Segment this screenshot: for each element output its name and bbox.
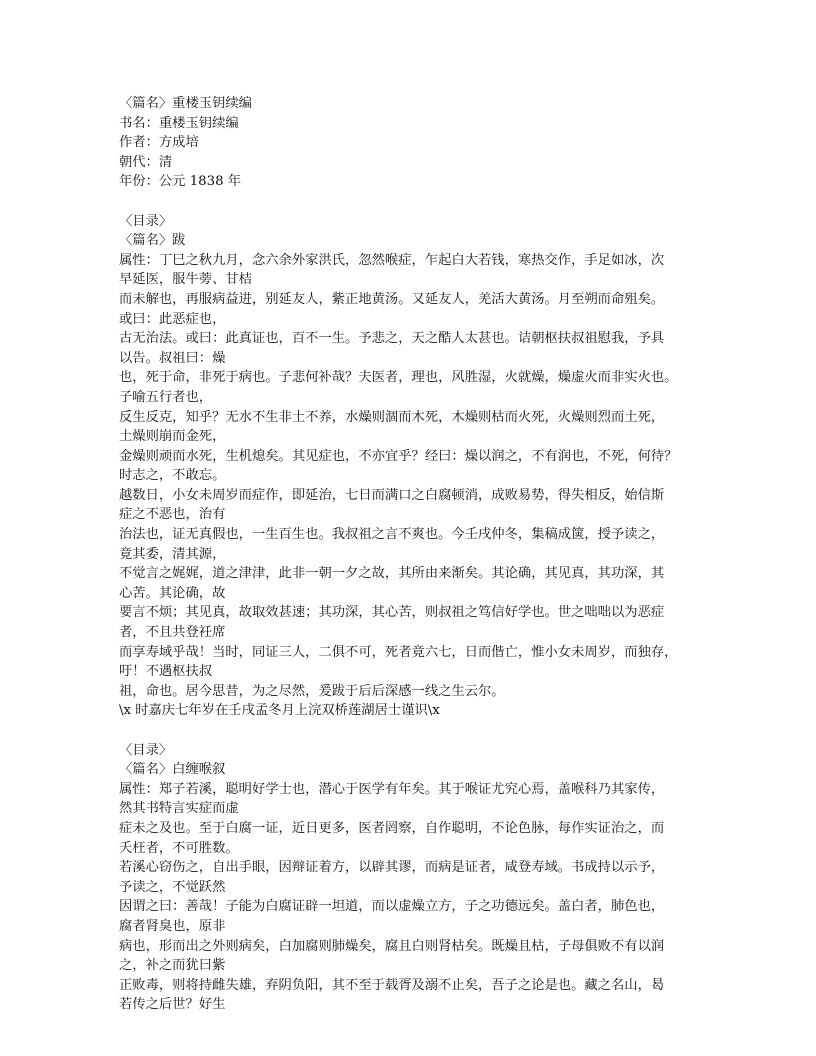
spacer (119, 721, 699, 741)
text-line: 而享寿域乎哉！当时，同证三人，二俱不可，死者竟六七，日而偕亡，惟小女未周岁，而独存， (119, 644, 678, 660)
text-line: 症之不恶也，治有 (119, 507, 226, 523)
text-line: 属性：丁巳之秋九月，念六余外家洪氏，忽然喉症，乍起白大若钱，寒热交作，手足如冰，次 (119, 252, 665, 268)
text-line: 夭枉者，不可胜数。 (119, 840, 239, 856)
text-line: 也，死于命，非死于病也。子悲何补哉？夫医者，理也，风胜湿，火就燥，燥虚火而非实火也。 (119, 370, 678, 386)
text-line: 正败毒，则将持雌失雄，弃阴负阳，其不至于载胥及溺不止矣，吾子之论是也。藏之名山，曷 (119, 977, 665, 993)
section-title: 〈篇名〉白缠喉叙 (119, 762, 226, 778)
section-title: 〈篇名〉跋 (119, 233, 186, 249)
text-line: 者，不且共登衽席 (119, 625, 226, 641)
document-page (119, 94, 699, 1015)
dynasty: 朝代：清 (119, 154, 173, 170)
text-line: 若传之后世？好生 (119, 997, 226, 1013)
text-line: 金燥则顽而水死，生机熄矣。其见症也，不亦宜乎？经曰：燥以润之，不有润也，不死，何待？ (119, 448, 678, 464)
text-line: 腐者肾臭也，原非 (119, 918, 226, 934)
text-line: 竟其委，清其源， (119, 546, 226, 562)
text-line: 不觉言之娓娓，道之津津，此非一朝一夕之故，其所由来渐矣。其论确，其见真，其功深，其 (119, 566, 665, 582)
text-line: 祖，命也。居今思昔，为之尽然，爰跋于后后深感一线之生云尔。 (119, 683, 505, 699)
toc-label: 〈目录〉 (119, 742, 173, 758)
text-line: 因谓之曰：善哉！子能为白腐证辟一坦道，而以虚燥立方，子之功德远矣。盖白者，肺色也， (119, 899, 665, 915)
text-line: 时志之，不敢忘。 (119, 468, 226, 484)
text-line: 症未之及也。至于白腐一证，近日更多，医者罔察，自作聪明，不论色脉，每作实证治之，而 (119, 820, 665, 836)
text-line: 子喻五行者也， (119, 389, 213, 405)
text-line: 属性：郑子若溪，聪明好学士也，潜心于医学有年矣。其于喉证尤究心焉，盖喉科乃其家传， (119, 781, 665, 797)
text-line: 反生反克，知乎？无水不生非土不养，水燥则涸而木死，木燥则枯而火死，火燥则烈而土死， (119, 409, 665, 425)
text-line: 吁！不遇枢扶叔 (119, 664, 213, 680)
toc-label: 〈目录〉 (119, 213, 173, 229)
book-name: 书名：重楼玉钥续编 (119, 115, 239, 131)
text-line: 早延医，服牛蒡、甘桔 (119, 272, 252, 288)
section-body (119, 251, 699, 721)
text-line: 治法也，证无真假也，一生百生也。我叔祖之言不爽也。今壬戌仲冬，集稿成箧，授予读之， (119, 527, 665, 543)
text-line: 心苦。其论确，故 (119, 585, 226, 601)
text-line: 之，补之而犹曰紫 (119, 958, 226, 974)
text-line: 病也，形而出之外则病矣，白加腐则肺燥矣，腐且白则肾枯矣。既燥且枯，子母俱败不有以润 (119, 938, 665, 954)
year: 年份：公元 1838 年 (119, 174, 242, 190)
text-line: 要言不烦；其见真，故取效甚速；其功深，其心苦，则叔祖之笃信好学也。世之咄咄以为恶症 (119, 605, 665, 621)
text-line: 若溪心窃伤之，自出手眼，因辩证着方，以辟其谬，而病是证者，咸登寿域。书成持以示予， (119, 860, 665, 876)
text-line: 越数日，小女未周岁而症作，即延治，七日而满口之白腐顿消，成败易势，得失相反，始信斯 (119, 487, 665, 503)
spacer (119, 192, 699, 212)
author: 作者：方成培 (119, 135, 199, 151)
text-line: 古无治法。或曰：此真证也，百不一生。予悲之，天之酷人太甚也。诘朝枢扶叔祖慰我，予具 (119, 331, 665, 347)
text-line: 以告。叔祖曰：燥 (119, 350, 226, 366)
section-body (119, 780, 699, 1015)
text-line: 土燥则崩而金死， (119, 429, 226, 445)
text-line: 予读之，不觉跃然 (119, 879, 226, 895)
text-line: 或曰：此恶症也， (119, 311, 226, 327)
title-line: 〈篇名〉重楼玉钥续编 (119, 96, 252, 111)
text-line: \x 时嘉庆七年岁在壬戌孟冬月上浣双桥莲湖居士谨识\x (119, 703, 440, 719)
text-line: 然其书特言实症而虚 (119, 801, 239, 817)
text-line: 而未解也，再服病益进，别延友人，紫正地黄汤。又延友人，羌活大黄汤。月至朔而命殂矣。 (119, 291, 665, 307)
